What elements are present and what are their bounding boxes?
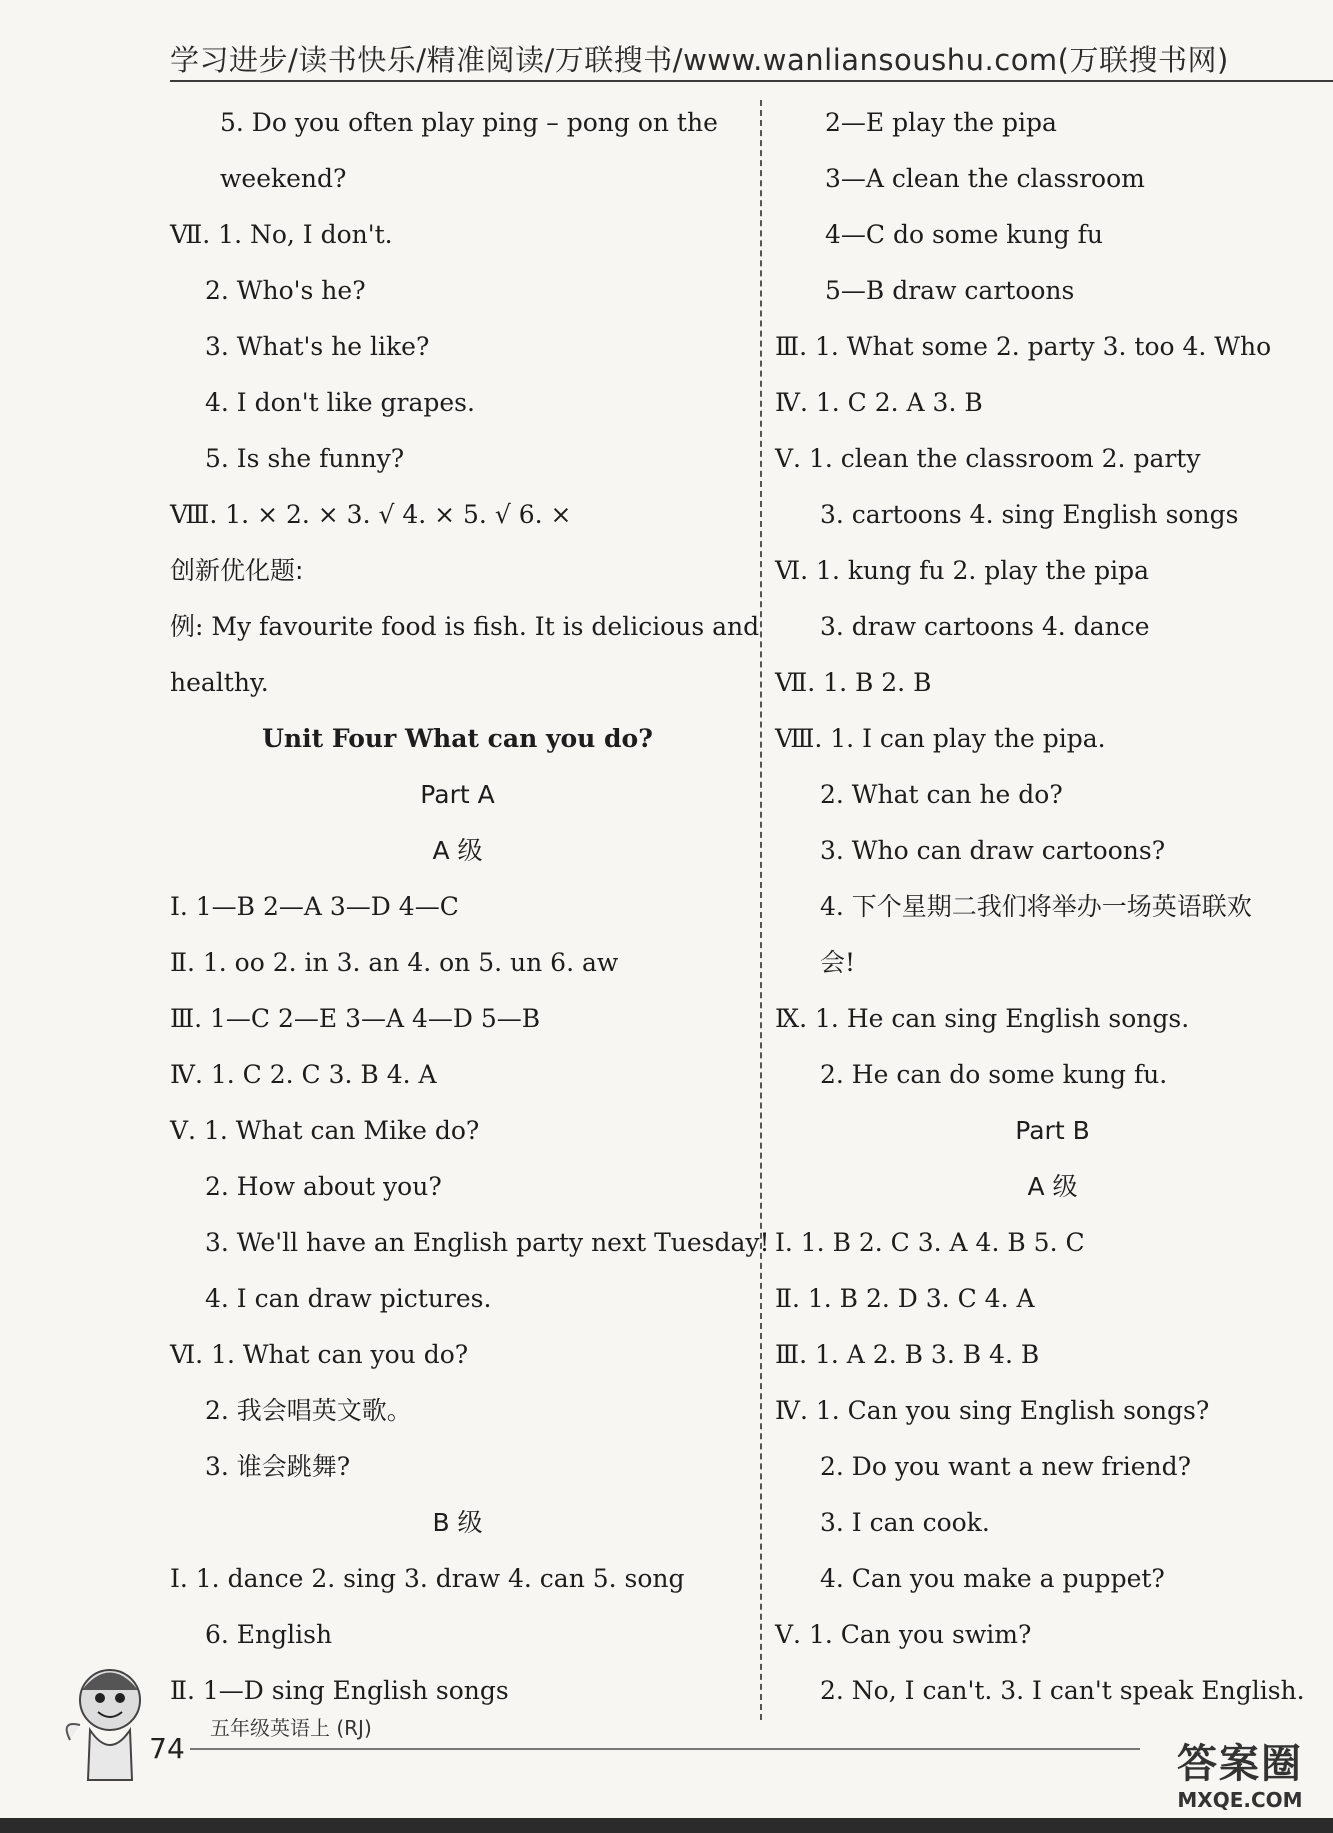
answer-line: 3. 谁会跳舞?	[205, 1452, 351, 1481]
answer-line: 2. What can he do?	[820, 780, 1063, 809]
section-heading: Ⅲ. 1—C 2—E 3—A 4—D 5—B	[170, 1004, 541, 1033]
header-rule	[170, 80, 1333, 82]
answer-line: 4. I can draw pictures.	[205, 1284, 492, 1313]
answer-line: 2. How about you?	[205, 1172, 442, 1201]
watermark-text: 答案圈	[1177, 1741, 1303, 1787]
answer-line: 2. He can do some kung fu.	[820, 1060, 1168, 1089]
answer-line: 4—C do some kung fu	[825, 220, 1103, 249]
book-label: 五年级英语上 (RJ)	[210, 1716, 372, 1740]
answer-line: 3. I can cook.	[820, 1508, 990, 1537]
column-divider	[760, 100, 762, 1720]
answer-line: 3—A clean the classroom	[825, 164, 1145, 193]
section-heading: Ⅷ. 1. I can play the pipa.	[775, 724, 1106, 753]
level-title: A 级	[432, 836, 483, 865]
section-heading: Ⅵ. 1. kung fu 2. play the pipa	[775, 556, 1150, 585]
page-number: 74	[149, 1732, 185, 1765]
section-heading: Ⅵ. 1. What can you do?	[170, 1340, 469, 1369]
section-heading: Ⅳ. 1. C 2. C 3. B 4. A	[170, 1060, 437, 1089]
answer-line: 4. I don't like grapes.	[205, 388, 475, 417]
answer-line: 会!	[820, 948, 856, 977]
section-heading: Ⅸ. 1. He can sing English songs.	[775, 1004, 1190, 1033]
section-heading: Ⅶ. 1. No, I don't.	[170, 220, 393, 249]
section-heading: Ⅴ. 1. clean the classroom 2. party	[775, 444, 1201, 473]
answer-line: 2. Do you want a new friend?	[820, 1452, 1192, 1481]
unit-title: Unit Four What can you do?	[262, 724, 653, 753]
answer-line: 2. No, I can't. 3. I can't speak English.	[820, 1676, 1305, 1705]
section-heading: Ⅰ. 1. dance 2. sing 3. draw 4. can 5. song	[170, 1564, 685, 1593]
answer-line: 例: My favourite food is fish. It is delicious and	[170, 612, 760, 641]
section-heading: 创新优化题:	[170, 556, 304, 585]
part-title: Part B	[1015, 1116, 1090, 1145]
level-title: A 级	[1027, 1172, 1078, 1201]
watermark-url: MXQE.COM	[1177, 1788, 1303, 1812]
answer-line: healthy.	[170, 668, 269, 697]
answer-line: 2. Who's he?	[205, 276, 366, 305]
answer-line: 5—B draw cartoons	[825, 276, 1075, 305]
answer-line: 3. cartoons 4. sing English songs	[820, 500, 1239, 529]
answer-line: 4. Can you make a puppet?	[820, 1564, 1165, 1593]
level-title: B 级	[432, 1508, 483, 1537]
answer-line: 3. What's he like?	[205, 332, 430, 361]
answer-line: 5. Is she funny?	[205, 444, 405, 473]
answer-line: 3. We'll have an English party next Tuesday!	[205, 1228, 770, 1257]
part-title: Part A	[420, 780, 495, 809]
right-column	[775, 95, 1330, 1719]
scan-edge	[0, 1818, 1333, 1833]
section-heading: Ⅶ. 1. B 2. B	[775, 668, 932, 697]
answer-line: 6. English	[205, 1620, 333, 1649]
section-heading: Ⅲ. 1. What some 2. party 3. too 4. Who	[775, 332, 1272, 361]
answer-line: 4. 下个星期二我们将举办一场英语联欢	[820, 892, 1252, 921]
section-heading: Ⅷ. 1. × 2. × 3. √ 4. × 5. √ 6. ×	[170, 500, 572, 529]
answer-line: 2—E play the pipa	[825, 108, 1057, 137]
section-heading: Ⅴ. 1. What can Mike do?	[170, 1116, 480, 1145]
left-column	[170, 95, 770, 1719]
section-heading: Ⅳ. 1. C 2. A 3. B	[775, 388, 983, 417]
answer-line: 3. draw cartoons 4. dance	[820, 612, 1150, 641]
footer-rule	[190, 1748, 1140, 1750]
watermark-logo	[1150, 1740, 1330, 1820]
answer-line: 2. 我会唱英文歌。	[205, 1396, 412, 1425]
section-heading: Ⅱ. 1. B 2. D 3. C 4. A	[775, 1284, 1035, 1313]
answer-line: 5. Do you often play ping – pong on the	[220, 108, 718, 137]
section-heading: Ⅰ. 1. B 2. C 3. A 4. B 5. C	[775, 1228, 1085, 1257]
page-header: 学习进步/读书快乐/精准阅读/万联搜书/www.wanliansoushu.com(万联搜书网)	[170, 43, 1229, 77]
section-heading: Ⅴ. 1. Can you swim?	[775, 1620, 1032, 1649]
section-heading: Ⅰ. 1—B 2—A 3—D 4—C	[170, 892, 459, 921]
section-heading: Ⅳ. 1. Can you sing English songs?	[775, 1396, 1210, 1425]
answer-line: weekend?	[220, 164, 347, 193]
section-heading: Ⅱ. 1—D sing English songs	[170, 1676, 509, 1705]
section-heading: Ⅱ. 1. oo 2. in 3. an 4. on 5. un 6. aw	[170, 948, 619, 977]
answer-line: 3. Who can draw cartoons?	[820, 836, 1166, 865]
section-heading: Ⅲ. 1. A 2. B 3. B 4. B	[775, 1340, 1040, 1369]
